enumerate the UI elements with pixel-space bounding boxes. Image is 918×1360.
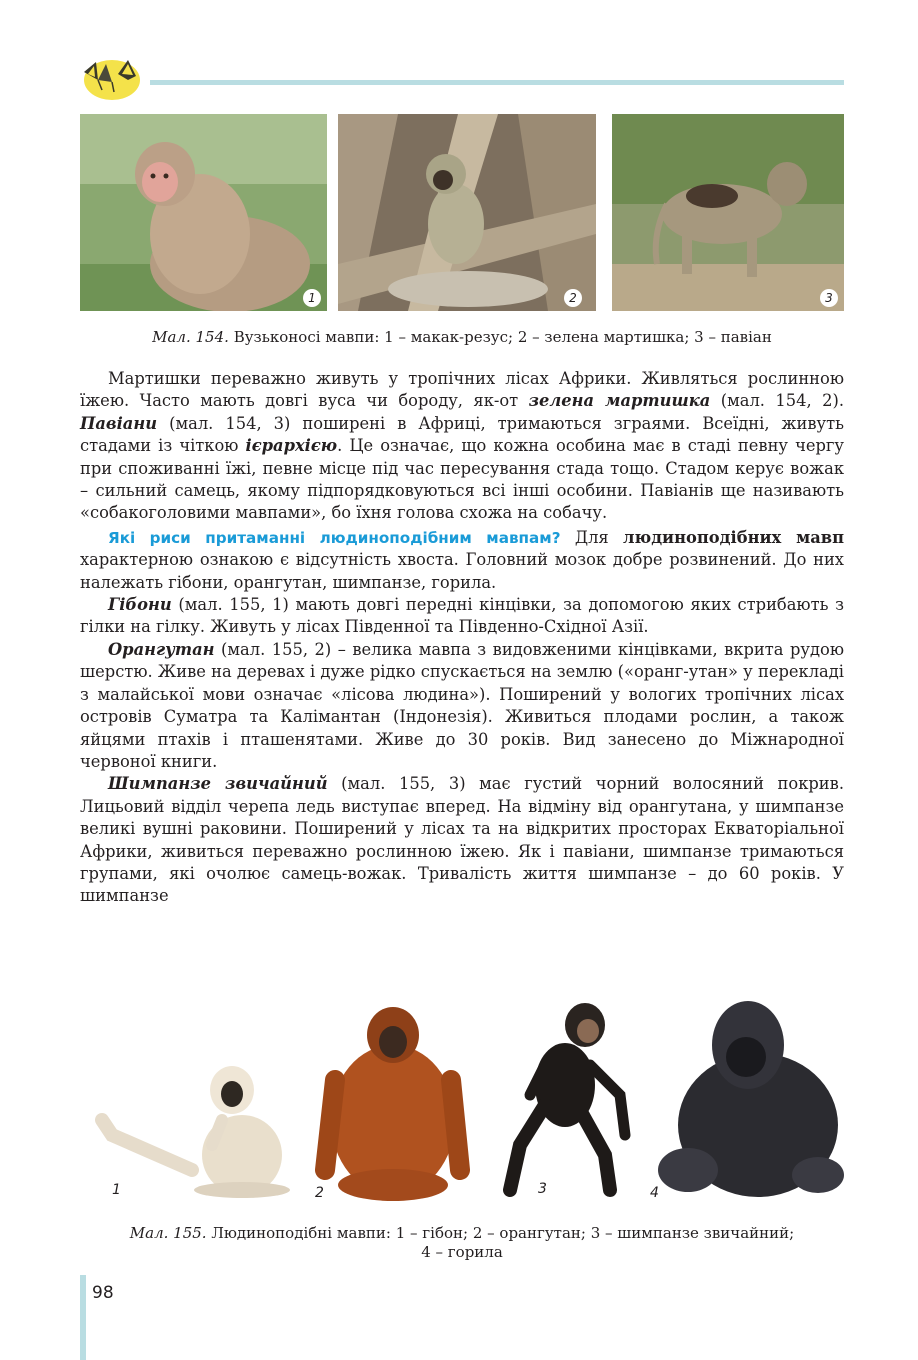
header-rule xyxy=(150,80,844,85)
ape-number: 3 xyxy=(538,1181,547,1197)
photo-number: 1 xyxy=(303,289,321,307)
caption-line: 4 – горила xyxy=(421,1243,503,1261)
photo-number: 2 xyxy=(564,289,582,307)
text-run: характерною ознакою є відсутність хвоста. Головний мозок добре розвинений. До них належать гібони, орангутан, шимпанзе, горила. xyxy=(80,550,844,592)
caption-label: Мал. 154. xyxy=(152,328,229,346)
term: Орангутан xyxy=(108,639,215,659)
section-question: Які риси притаманні людиноподібним мавпам? xyxy=(108,528,561,547)
text-run: (мал. 155, 3) має густий чорний волосяний покрив. Лицьовий відділ черепа ледь виступає вперед. На відміну від орангутана, у шимпанзе великі вушні раковини. Поширений у лісах та на відкритих просторах Екваторіальної Африки, живиться переважно рослинною їжею. Як і павіани, шимпанзе тримаються групами, які очолює самець-вожак. Тривалість життя шимпанзе – до 60 років. У шимпанзе xyxy=(80,774,844,906)
term: людиноподібних мавп xyxy=(623,527,844,547)
paragraph xyxy=(80,368,844,525)
page-margin-bar xyxy=(80,1275,86,1360)
gibbon-image xyxy=(92,1060,292,1200)
term: Павіани xyxy=(80,413,158,433)
paragraph xyxy=(80,773,844,907)
caption-text: Вузьконосі мавпи: 1 – макак-резус; 2 – зелена мартишка; 3 – павіан xyxy=(228,328,772,346)
paragraph xyxy=(80,527,844,594)
ape-number: 4 xyxy=(650,1185,659,1201)
caption-line xyxy=(80,1224,844,1243)
term: ієрархією xyxy=(245,436,338,456)
text-run: Мартишки переважно живуть у тропічних лісах Африки. Живляться рослинною їжею. Часто мають довгі вуса чи бороду, як-от xyxy=(80,369,844,411)
chimpanzee-image xyxy=(490,995,640,1200)
butterfly-icon xyxy=(78,50,142,102)
paragraph xyxy=(80,639,844,773)
caption-text: Людиноподібні мавпи: 1 – гібон; 2 – орангутан; 3 – шимпанзе звичайний; xyxy=(206,1224,795,1242)
paragraph xyxy=(80,594,844,639)
text-run: (мал. 155, 2) – велика мавпа з видовженими кінцівками, вкрита рудою шерстю. Живе на деревах і дуже рідко спускається на землю («оранг-утан» у перекладі з малайської мови означає «лісова людина»). Поширений у вологих тропічних лісах островів Суматра та Калімантан (Індонезія). Живиться плодами рослин, а також яйцями птахів і пташенятами. Живе до 30 років. Вид занесено до Міжнародної червоної книги. xyxy=(80,639,844,771)
ape-number: 1 xyxy=(112,1182,121,1198)
butterfly-logo xyxy=(78,50,142,102)
ape-number: 2 xyxy=(315,1185,324,1201)
photo-macaque xyxy=(80,114,327,311)
term: Шимпанзе звичайний xyxy=(108,774,328,794)
photo-number: 3 xyxy=(820,289,838,307)
text-run: (мал. 155, 1) мають довгі передні кінцівки, за допомогою яких стрибають з гілки на гілку. Живуть у лісах Південної та Південно-Східної Азії. xyxy=(80,595,844,637)
caption-label: Мал. 155. xyxy=(129,1224,207,1242)
page-number: 98 xyxy=(92,1283,114,1303)
term: зелена мартишка xyxy=(528,391,711,411)
gorilla-image xyxy=(648,995,844,1200)
photo-green-monkey xyxy=(338,114,596,311)
photo-baboon xyxy=(612,114,844,311)
text-run: (мал. 154, 2). xyxy=(710,391,845,411)
figure-155-caption xyxy=(80,1224,844,1262)
term: Гібони xyxy=(108,595,172,615)
body-text xyxy=(80,368,844,908)
figure-154-caption xyxy=(80,328,844,347)
text-run: . Це означає, що кожна особина має в стаді певну чергу при споживанні їжі, певне місце під час пересування стада тощо. Стадом керує вожак – сильний самець, якому підпорядковуються всі інші особини. Павіанів ще називають «собакоголовими мавпами», бо їхня голова схожа на собачу. xyxy=(80,436,845,523)
text-run: Для xyxy=(560,527,624,547)
text-run: (мал. 154, 3) поширені в Африці, тримаються зграями. Всеїдні, живуть стадами із чіткою xyxy=(80,413,844,456)
orangutan-image xyxy=(315,1000,470,1205)
